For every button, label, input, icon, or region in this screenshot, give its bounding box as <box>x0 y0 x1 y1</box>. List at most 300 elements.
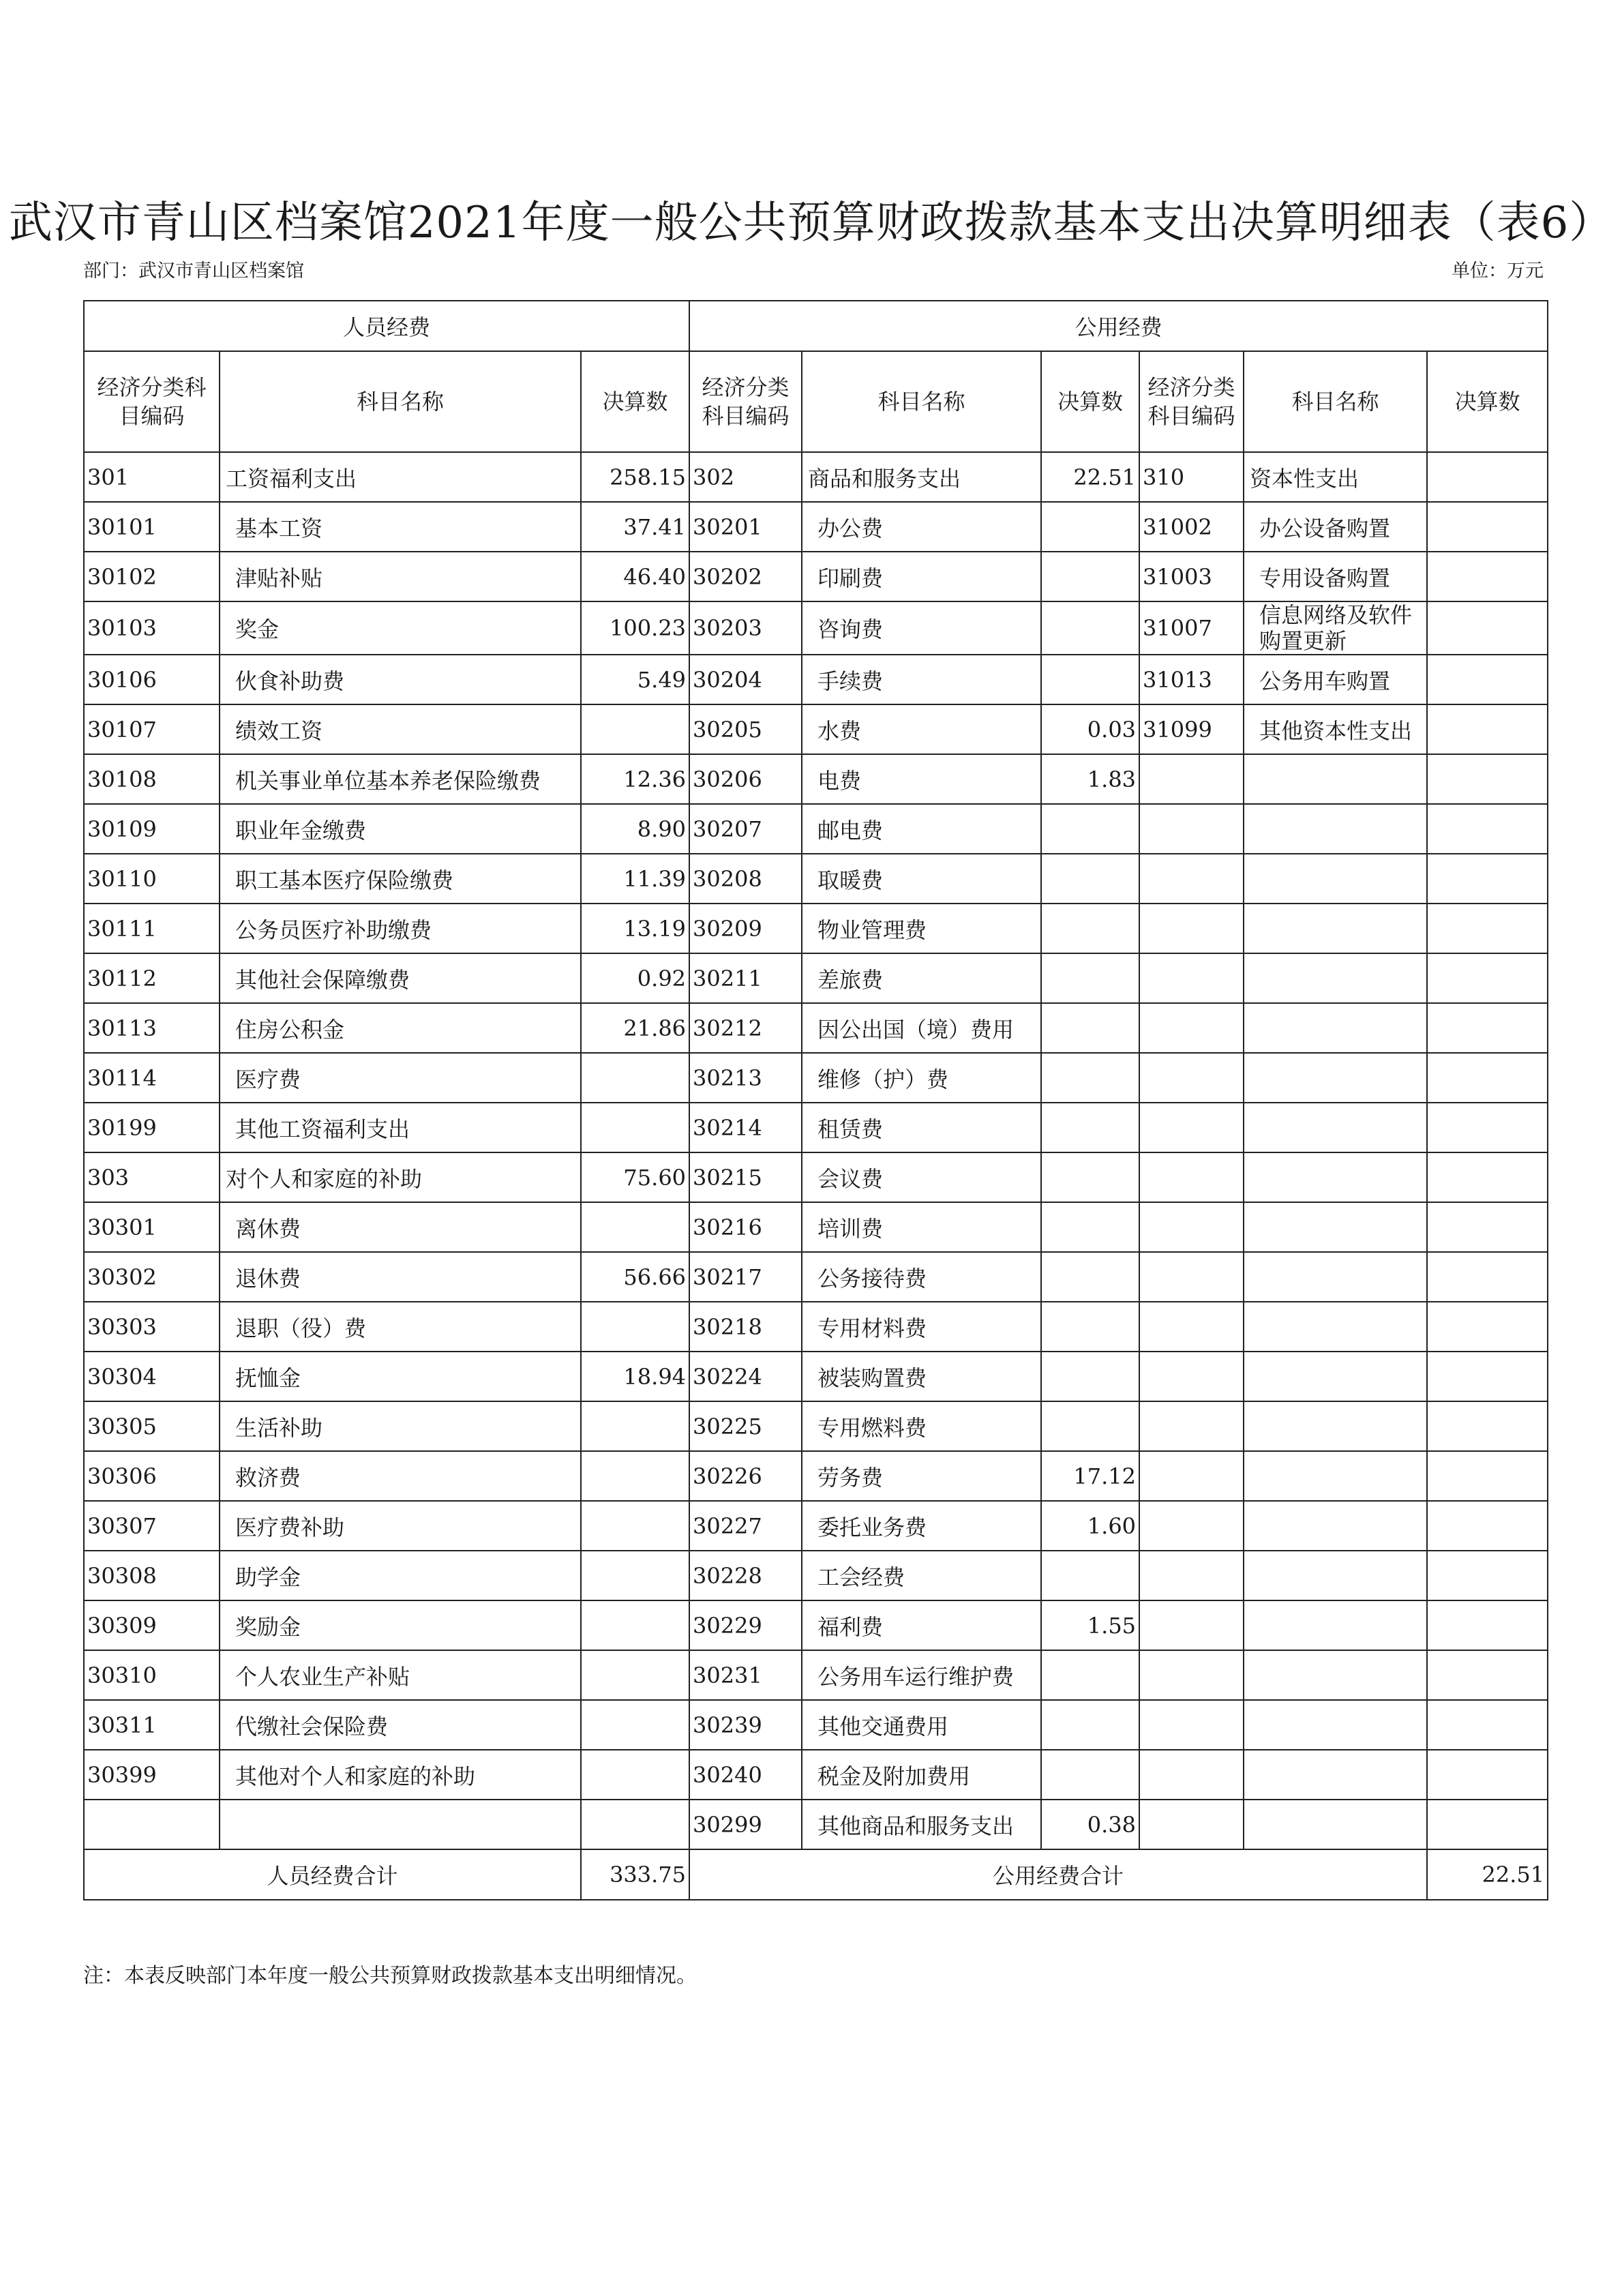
public-amount-cell: 17.12 <box>1041 1451 1139 1501</box>
capital-name-cell <box>1244 953 1427 1003</box>
capital-code-cell <box>1139 1202 1244 1252</box>
capital-amount-cell <box>1427 1501 1548 1551</box>
capital-name-cell <box>1244 1352 1427 1401</box>
personnel-amount-cell: 21.86 <box>581 1003 689 1053</box>
public-name-cell: 办公费 <box>802 502 1041 552</box>
personnel-name-cell: 抚恤金 <box>220 1352 581 1401</box>
totals-row <box>84 1849 1548 1900</box>
personnel-name-cell: 代缴社会保险费 <box>220 1700 581 1750</box>
personnel-amount-cell <box>581 1053 689 1103</box>
personnel-name-cell: 津贴补贴 <box>220 552 581 601</box>
header-personnel-name: 科目名称 <box>220 351 581 452</box>
capital-amount-cell <box>1427 1302 1548 1352</box>
personnel-amount-cell <box>581 1401 689 1451</box>
public-code-cell: 30206 <box>689 754 802 804</box>
personnel-name-cell: 个人农业生产补贴 <box>220 1650 581 1700</box>
budget-detail-table <box>83 300 1548 1900</box>
capital-amount-cell <box>1427 854 1548 904</box>
public-code-cell: 30204 <box>689 655 802 704</box>
personnel-amount-cell <box>581 1501 689 1551</box>
section-personnel: 人员经费 <box>84 301 689 351</box>
table-row <box>84 904 1548 953</box>
public-amount-cell <box>1041 552 1139 601</box>
capital-amount-cell <box>1427 1103 1548 1152</box>
personnel-code-cell: 30311 <box>84 1700 220 1750</box>
personnel-code-cell: 30102 <box>84 552 220 601</box>
public-amount-cell: 1.55 <box>1041 1600 1139 1650</box>
capital-amount-cell <box>1427 1600 1548 1650</box>
public-code-cell: 30214 <box>689 1103 802 1152</box>
capital-amount-cell <box>1427 452 1548 502</box>
public-name-cell: 因公出国（境）费用 <box>802 1003 1041 1053</box>
public-amount-cell <box>1041 1302 1139 1352</box>
public-total-label: 公用经费合计 <box>689 1849 1427 1900</box>
department-label: 部门：武汉市青山区档案馆 <box>83 260 304 282</box>
personnel-name-cell: 机关事业单位基本养老保险缴费 <box>220 754 581 804</box>
personnel-name-cell: 住房公积金 <box>220 1003 581 1053</box>
personnel-code-cell: 30304 <box>84 1352 220 1401</box>
public-name-cell: 取暖费 <box>802 854 1041 904</box>
public-name-cell: 委托业务费 <box>802 1501 1041 1551</box>
personnel-amount-cell: 18.94 <box>581 1352 689 1401</box>
capital-amount-cell <box>1427 1451 1548 1501</box>
personnel-amount-cell <box>581 704 689 754</box>
personnel-code-cell: 30306 <box>84 1451 220 1501</box>
public-amount-cell <box>1041 1053 1139 1103</box>
personnel-name-cell: 生活补助 <box>220 1401 581 1451</box>
capital-name-cell <box>1244 1003 1427 1053</box>
public-amount-cell: 22.51 <box>1041 452 1139 502</box>
personnel-amount-cell: 37.41 <box>581 502 689 552</box>
personnel-code-cell: 303 <box>84 1152 220 1202</box>
table-row <box>84 452 1548 502</box>
capital-code-cell <box>1139 1152 1244 1202</box>
header-public-code: 经济分类科目编码 <box>689 351 802 452</box>
public-code-cell: 30226 <box>689 1451 802 1501</box>
public-code-cell: 30209 <box>689 904 802 953</box>
public-name-cell: 物业管理费 <box>802 904 1041 953</box>
capital-code-cell: 31003 <box>1139 552 1244 601</box>
unit-label: 单位：万元 <box>1452 260 1544 282</box>
personnel-code-cell: 30303 <box>84 1302 220 1352</box>
capital-name-cell <box>1244 1451 1427 1501</box>
personnel-amount-cell: 258.15 <box>581 452 689 502</box>
public-amount-cell <box>1041 1650 1139 1700</box>
personnel-amount-cell <box>581 1600 689 1650</box>
public-amount-cell <box>1041 904 1139 953</box>
personnel-code-cell: 30110 <box>84 854 220 904</box>
table-row <box>84 804 1548 854</box>
capital-amount-cell <box>1427 704 1548 754</box>
personnel-amount-cell <box>581 1650 689 1700</box>
public-amount-cell <box>1041 804 1139 854</box>
public-code-cell: 30225 <box>689 1401 802 1451</box>
public-name-cell: 其他交通费用 <box>802 1700 1041 1750</box>
public-name-cell: 会议费 <box>802 1152 1041 1202</box>
capital-code-cell: 31002 <box>1139 502 1244 552</box>
public-name-cell: 维修（护）费 <box>802 1053 1041 1103</box>
personnel-amount-cell: 11.39 <box>581 854 689 904</box>
capital-amount-cell <box>1427 655 1548 704</box>
public-amount-cell <box>1041 854 1139 904</box>
table-row <box>84 601 1548 655</box>
capital-code-cell <box>1139 1103 1244 1152</box>
public-code-cell: 30208 <box>689 854 802 904</box>
capital-amount-cell <box>1427 502 1548 552</box>
personnel-amount-cell: 12.36 <box>581 754 689 804</box>
header-public-name: 科目名称 <box>802 351 1041 452</box>
capital-code-cell <box>1139 1600 1244 1650</box>
public-amount-cell: 0.03 <box>1041 704 1139 754</box>
public-amount-cell <box>1041 1252 1139 1302</box>
personnel-code-cell: 30111 <box>84 904 220 953</box>
capital-amount-cell <box>1427 1352 1548 1401</box>
public-name-cell: 邮电费 <box>802 804 1041 854</box>
public-name-cell: 工会经费 <box>802 1551 1041 1600</box>
public-amount-cell <box>1041 1103 1139 1152</box>
capital-code-cell <box>1139 1302 1244 1352</box>
table-row <box>84 854 1548 904</box>
personnel-code-cell: 30108 <box>84 754 220 804</box>
capital-name-cell <box>1244 1202 1427 1252</box>
capital-amount-cell <box>1427 1202 1548 1252</box>
personnel-amount-cell <box>581 1302 689 1352</box>
table-row <box>84 953 1548 1003</box>
header-capital-code: 经济分类科目编码 <box>1139 351 1244 452</box>
table-row <box>84 655 1548 704</box>
public-amount-cell <box>1041 1003 1139 1053</box>
capital-code-cell <box>1139 804 1244 854</box>
personnel-name-cell: 工资福利支出 <box>220 452 581 502</box>
public-code-cell: 30211 <box>689 953 802 1003</box>
personnel-name-cell: 离休费 <box>220 1202 581 1252</box>
public-code-cell: 30217 <box>689 1252 802 1302</box>
personnel-name-cell: 绩效工资 <box>220 704 581 754</box>
public-name-cell: 专用燃料费 <box>802 1401 1041 1451</box>
table-row <box>84 1600 1548 1650</box>
capital-amount-cell <box>1427 1700 1548 1750</box>
table-row <box>84 1103 1548 1152</box>
public-name-cell: 差旅费 <box>802 953 1041 1003</box>
public-code-cell: 30212 <box>689 1003 802 1053</box>
capital-code-cell <box>1139 854 1244 904</box>
header-personnel-amount: 决算数 <box>581 351 689 452</box>
table-row <box>84 1152 1548 1202</box>
public-code-cell: 30229 <box>689 1600 802 1650</box>
public-name-cell: 公务接待费 <box>802 1252 1041 1302</box>
public-name-cell: 培训费 <box>802 1202 1041 1252</box>
public-name-cell: 公务用车运行维护费 <box>802 1650 1041 1700</box>
public-amount-cell <box>1041 1152 1139 1202</box>
section-public: 公用经费 <box>689 301 1548 351</box>
public-code-cell: 30205 <box>689 704 802 754</box>
table-row <box>84 1700 1548 1750</box>
capital-amount-cell <box>1427 1252 1548 1302</box>
table-row <box>84 1202 1548 1252</box>
personnel-code-cell: 30112 <box>84 953 220 1003</box>
table-row <box>84 502 1548 552</box>
personnel-amount-cell <box>581 1800 689 1849</box>
column-header-row <box>84 351 1548 452</box>
public-code-cell: 30299 <box>689 1800 802 1849</box>
personnel-amount-cell <box>581 1103 689 1152</box>
capital-name-cell: 信息网络及软件购置更新 <box>1244 601 1427 655</box>
public-code-cell: 302 <box>689 452 802 502</box>
table-row <box>84 1003 1548 1053</box>
table-row <box>84 704 1548 754</box>
capital-amount-cell <box>1427 1800 1548 1849</box>
capital-amount-cell <box>1427 1401 1548 1451</box>
personnel-code-cell: 30106 <box>84 655 220 704</box>
capital-code-cell: 31099 <box>1139 704 1244 754</box>
personnel-name-cell: 退休费 <box>220 1252 581 1302</box>
personnel-name-cell: 职业年金缴费 <box>220 804 581 854</box>
personnel-amount-cell <box>581 1202 689 1252</box>
public-code-cell: 30228 <box>689 1551 802 1600</box>
capital-name-cell <box>1244 1401 1427 1451</box>
capital-code-cell: 310 <box>1139 452 1244 502</box>
capital-name-cell <box>1244 1152 1427 1202</box>
public-name-cell: 税金及附加费用 <box>802 1750 1041 1800</box>
personnel-amount-cell: 8.90 <box>581 804 689 854</box>
capital-amount-cell <box>1427 1650 1548 1700</box>
personnel-amount-cell: 0.92 <box>581 953 689 1003</box>
public-code-cell: 30218 <box>689 1302 802 1352</box>
table-row <box>84 1551 1548 1600</box>
capital-code-cell: 31013 <box>1139 655 1244 704</box>
public-amount-cell: 0.38 <box>1041 1800 1139 1849</box>
personnel-amount-cell: 56.66 <box>581 1252 689 1302</box>
capital-code-cell <box>1139 1053 1244 1103</box>
personnel-code-cell: 30301 <box>84 1202 220 1252</box>
public-amount-cell <box>1041 1401 1139 1451</box>
public-amount-cell <box>1041 1750 1139 1800</box>
capital-code-cell <box>1139 1551 1244 1600</box>
table-row <box>84 1053 1548 1103</box>
table-row <box>84 1401 1548 1451</box>
public-code-cell: 30203 <box>689 601 802 655</box>
public-name-cell: 劳务费 <box>802 1451 1041 1501</box>
public-name-cell: 其他商品和服务支出 <box>802 1800 1041 1849</box>
capital-name-cell <box>1244 1252 1427 1302</box>
public-code-cell: 30227 <box>689 1501 802 1551</box>
public-amount-cell: 1.60 <box>1041 1501 1139 1551</box>
personnel-amount-cell: 5.49 <box>581 655 689 704</box>
personnel-amount-cell <box>581 1750 689 1800</box>
table-row <box>84 754 1548 804</box>
public-amount-cell <box>1041 1352 1139 1401</box>
personnel-name-cell: 奖金 <box>220 601 581 655</box>
capital-code-cell <box>1139 1003 1244 1053</box>
public-name-cell: 咨询费 <box>802 601 1041 655</box>
personnel-code-cell: 30309 <box>84 1600 220 1650</box>
capital-amount-cell <box>1427 1152 1548 1202</box>
personnel-total-label: 人员经费合计 <box>84 1849 581 1900</box>
personnel-code-cell: 30308 <box>84 1551 220 1600</box>
capital-code-cell <box>1139 1401 1244 1451</box>
personnel-code-cell: 30101 <box>84 502 220 552</box>
personnel-name-cell: 医疗费 <box>220 1053 581 1103</box>
public-name-cell: 电费 <box>802 754 1041 804</box>
public-name-cell: 租赁费 <box>802 1103 1041 1152</box>
personnel-code-cell: 301 <box>84 452 220 502</box>
personnel-code-cell: 30399 <box>84 1750 220 1800</box>
personnel-amount-cell: 46.40 <box>581 552 689 601</box>
personnel-name-cell: 助学金 <box>220 1551 581 1600</box>
capital-name-cell <box>1244 1700 1427 1750</box>
personnel-code-cell: 30103 <box>84 601 220 655</box>
personnel-amount-cell: 100.23 <box>581 601 689 655</box>
public-code-cell: 30239 <box>689 1700 802 1750</box>
personnel-name-cell: 医疗费补助 <box>220 1501 581 1551</box>
personnel-name-cell: 退职（役）费 <box>220 1302 581 1352</box>
capital-name-cell <box>1244 1800 1427 1849</box>
capital-amount-cell <box>1427 953 1548 1003</box>
capital-name-cell <box>1244 1501 1427 1551</box>
capital-code-cell <box>1139 1352 1244 1401</box>
capital-code-cell <box>1139 904 1244 953</box>
personnel-name-cell: 奖励金 <box>220 1600 581 1650</box>
public-amount-cell <box>1041 1202 1139 1252</box>
public-code-cell: 30202 <box>689 552 802 601</box>
public-name-cell: 印刷费 <box>802 552 1041 601</box>
public-amount-cell <box>1041 1700 1139 1750</box>
personnel-name-cell: 伙食补助费 <box>220 655 581 704</box>
capital-name-cell <box>1244 1650 1427 1700</box>
table-row <box>84 1501 1548 1551</box>
capital-amount-cell <box>1427 601 1548 655</box>
public-amount-cell <box>1041 655 1139 704</box>
public-code-cell: 30231 <box>689 1650 802 1700</box>
personnel-amount-cell: 13.19 <box>581 904 689 953</box>
capital-code-cell <box>1139 1451 1244 1501</box>
public-amount-cell <box>1041 1551 1139 1600</box>
public-name-cell: 手续费 <box>802 655 1041 704</box>
personnel-name-cell: 对个人和家庭的补助 <box>220 1152 581 1202</box>
personnel-name-cell: 公务员医疗补助缴费 <box>220 904 581 953</box>
public-name-cell: 专用材料费 <box>802 1302 1041 1352</box>
table-row <box>84 552 1548 601</box>
personnel-code-cell <box>84 1800 220 1849</box>
personnel-name-cell <box>220 1800 581 1849</box>
public-amount-cell <box>1041 953 1139 1003</box>
personnel-code-cell: 30199 <box>84 1103 220 1152</box>
personnel-total-value: 333.75 <box>581 1849 689 1900</box>
capital-amount-cell <box>1427 804 1548 854</box>
table-row <box>84 1252 1548 1302</box>
personnel-code-cell: 30302 <box>84 1252 220 1302</box>
public-name-cell: 福利费 <box>802 1600 1041 1650</box>
table-row <box>84 1451 1548 1501</box>
capital-name-cell: 其他资本性支出 <box>1244 704 1427 754</box>
table-row <box>84 1800 1548 1849</box>
public-code-cell: 30207 <box>689 804 802 854</box>
personnel-name-cell: 职工基本医疗保险缴费 <box>220 854 581 904</box>
personnel-code-cell: 30107 <box>84 704 220 754</box>
capital-name-cell: 资本性支出 <box>1244 452 1427 502</box>
header-capital-name: 科目名称 <box>1244 351 1427 452</box>
capital-code-cell <box>1139 953 1244 1003</box>
capital-name-cell <box>1244 1053 1427 1103</box>
capital-amount-cell <box>1427 1053 1548 1103</box>
capital-name-cell: 专用设备购置 <box>1244 552 1427 601</box>
table-row <box>84 1750 1548 1800</box>
personnel-amount-cell <box>581 1451 689 1501</box>
capital-amount-cell <box>1427 754 1548 804</box>
capital-amount-cell <box>1427 1551 1548 1600</box>
capital-code-cell <box>1139 1650 1244 1700</box>
public-code-cell: 30215 <box>689 1152 802 1202</box>
capital-code-cell <box>1139 1700 1244 1750</box>
capital-name-cell <box>1244 1600 1427 1650</box>
public-amount-cell <box>1041 601 1139 655</box>
personnel-code-cell: 30310 <box>84 1650 220 1700</box>
personnel-code-cell: 30113 <box>84 1003 220 1053</box>
capital-name-cell: 办公设备购置 <box>1244 502 1427 552</box>
personnel-name-cell: 救济费 <box>220 1451 581 1501</box>
personnel-name-cell: 其他社会保障缴费 <box>220 953 581 1003</box>
personnel-amount-cell: 75.60 <box>581 1152 689 1202</box>
personnel-code-cell: 30114 <box>84 1053 220 1103</box>
public-code-cell: 30213 <box>689 1053 802 1103</box>
public-code-cell: 30224 <box>689 1352 802 1401</box>
public-name-cell: 被装购置费 <box>802 1352 1041 1401</box>
capital-amount-cell <box>1427 1750 1548 1800</box>
capital-code-cell <box>1139 1501 1244 1551</box>
table-body <box>84 301 1548 1900</box>
capital-code-cell <box>1139 754 1244 804</box>
capital-code-cell: 31007 <box>1139 601 1244 655</box>
capital-amount-cell <box>1427 552 1548 601</box>
capital-code-cell <box>1139 1800 1244 1849</box>
capital-name-cell <box>1244 1302 1427 1352</box>
personnel-amount-cell <box>581 1700 689 1750</box>
capital-name-cell <box>1244 1750 1427 1800</box>
table-row <box>84 1302 1548 1352</box>
personnel-code-cell: 30305 <box>84 1401 220 1451</box>
header-personnel-code: 经济分类科目编码 <box>84 351 220 452</box>
capital-name-cell <box>1244 804 1427 854</box>
capital-name-cell <box>1244 1103 1427 1152</box>
public-name-cell: 商品和服务支出 <box>802 452 1041 502</box>
public-amount-cell: 1.83 <box>1041 754 1139 804</box>
capital-code-cell <box>1139 1252 1244 1302</box>
personnel-code-cell: 30307 <box>84 1501 220 1551</box>
personnel-amount-cell <box>581 1551 689 1600</box>
personnel-name-cell: 基本工资 <box>220 502 581 552</box>
capital-amount-cell <box>1427 904 1548 953</box>
page-title: 武汉市青山区档案馆2021年度一般公共预算财政拨款基本支出决算明细表（表6） <box>8 198 1614 248</box>
personnel-name-cell: 其他对个人和家庭的补助 <box>220 1750 581 1800</box>
capital-name-cell: 公务用车购置 <box>1244 655 1427 704</box>
capital-code-cell <box>1139 1750 1244 1800</box>
public-total-value: 22.51 <box>1427 1849 1548 1900</box>
personnel-name-cell: 其他工资福利支出 <box>220 1103 581 1152</box>
table-row <box>84 1650 1548 1700</box>
table-row <box>84 1352 1548 1401</box>
section-header-row <box>84 301 1548 351</box>
public-name-cell: 水费 <box>802 704 1041 754</box>
public-code-cell: 30240 <box>689 1750 802 1800</box>
footnote: 注：本表反映部门本年度一般公共预算财政拨款基本支出明细情况。 <box>83 1964 697 1988</box>
capital-name-cell <box>1244 854 1427 904</box>
capital-name-cell <box>1244 1551 1427 1600</box>
capital-name-cell <box>1244 754 1427 804</box>
public-code-cell: 30201 <box>689 502 802 552</box>
public-amount-cell <box>1041 502 1139 552</box>
capital-amount-cell <box>1427 1003 1548 1053</box>
capital-name-cell <box>1244 904 1427 953</box>
